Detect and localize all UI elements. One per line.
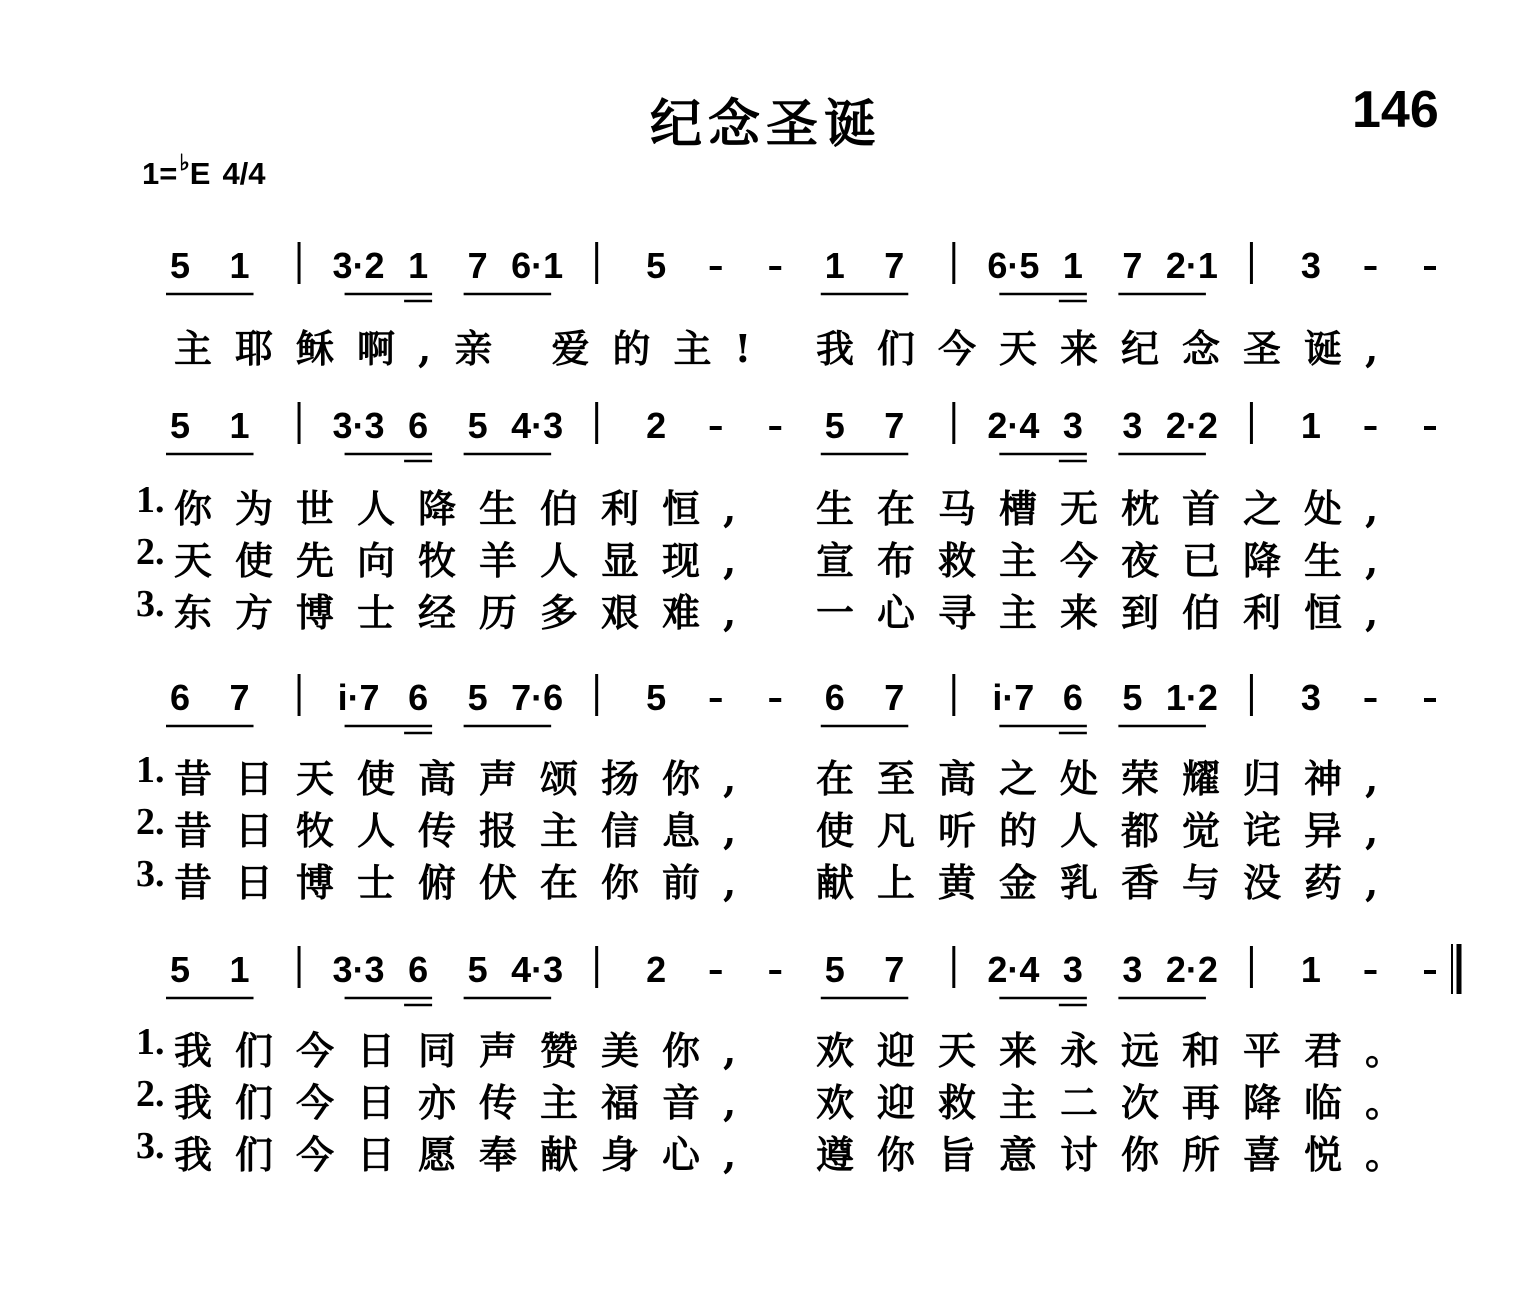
- lyric-line-verse: [130, 478, 1430, 531]
- note-digit: 3: [1122, 405, 1143, 446]
- verse-number: 3.: [136, 1125, 165, 1167]
- note-digit: 5: [467, 677, 488, 718]
- note-digit: 7: [884, 677, 905, 718]
- verse-number: 2.: [136, 1073, 165, 1115]
- lyric-line-verse: [130, 748, 1430, 801]
- dash-mark: [1424, 426, 1436, 430]
- note-digit: 1: [824, 245, 845, 286]
- lyric-line-verse: [130, 530, 1430, 583]
- dash-mark: [1364, 266, 1376, 270]
- dash-mark: [769, 698, 781, 702]
- note-digit: 7: [884, 405, 905, 446]
- notation-svg: [0, 944, 1532, 1014]
- note-digit: 3: [1062, 405, 1083, 446]
- verse-number: 3.: [136, 583, 165, 625]
- dash-mark: [769, 266, 781, 270]
- dash-mark: [1364, 426, 1376, 430]
- lyric-text-a: 我们今日愿奉献身心,: [174, 1132, 760, 1177]
- note-digit: 5: [1122, 677, 1143, 718]
- stave-2: [0, 400, 1532, 460]
- verse-number: 1.: [136, 749, 165, 791]
- lyric-line-verse: [130, 1124, 1430, 1177]
- note-digit: 5: [824, 949, 845, 990]
- note-digit: 1: [229, 949, 250, 990]
- note-digit: 3·3: [332, 405, 385, 446]
- stave-3: [0, 672, 1532, 732]
- notation-svg: [0, 400, 1532, 470]
- note-digit: i·7: [992, 677, 1035, 718]
- note-digit: 6: [408, 405, 429, 446]
- note-digit: 6·1: [511, 245, 564, 286]
- lyric-text-a: 昔日天使高声颂扬你,: [174, 756, 760, 801]
- note-digit: 1: [408, 245, 429, 286]
- note-digit: 7: [229, 677, 250, 718]
- lyric-text-a: 主耶稣啊,亲 爱的主!: [174, 326, 775, 371]
- note-digit: 3·2: [332, 245, 385, 286]
- lyric-line-chorus: [130, 318, 1430, 371]
- note-digit: 4·3: [511, 405, 564, 446]
- note-digit: 5: [169, 405, 191, 446]
- hymn-number: 146: [1352, 81, 1439, 139]
- lyric-text-a: 你为世人降生伯利恒,: [174, 486, 760, 531]
- time-signature: 4/4: [222, 156, 266, 191]
- note-digit: 7: [884, 949, 905, 990]
- verse-number: 2.: [136, 531, 165, 573]
- note-digit: 3: [1300, 245, 1321, 286]
- notation-svg: [0, 240, 1532, 310]
- note-digit: 5: [646, 677, 667, 718]
- note-digit: 2·4: [987, 949, 1040, 990]
- notation-svg: [0, 672, 1532, 742]
- dash-mark: [1424, 698, 1436, 702]
- lyric-text-b: 欢迎救主二次再降临。: [816, 1080, 1427, 1125]
- stave-4: [0, 944, 1532, 1004]
- note-digit: 4·3: [511, 949, 564, 990]
- note-digit: 2·4: [987, 405, 1040, 446]
- note-digit: 5: [824, 405, 845, 446]
- lyric-text-b: 在至高之处荣耀归神,: [816, 756, 1402, 801]
- lyric-line-verse: [130, 800, 1430, 853]
- dash-mark: [1424, 970, 1436, 974]
- note-digit: 6: [408, 949, 429, 990]
- lyric-text-b: 一心寻主来到伯利恒,: [816, 590, 1402, 635]
- verse-number: 1.: [136, 1021, 165, 1063]
- note-digit: 3·3: [332, 949, 385, 990]
- dash-mark: [710, 426, 722, 430]
- note-digit: 6: [169, 677, 191, 718]
- lyric-line-verse: [130, 852, 1430, 905]
- note-digit: 5: [467, 405, 488, 446]
- note-digit: 6: [824, 677, 845, 718]
- note-digit: 1·2: [1165, 677, 1218, 718]
- key-note: E: [189, 156, 211, 191]
- dash-mark: [710, 970, 722, 974]
- note-digit: 2·1: [1165, 245, 1218, 286]
- note-digit: 3: [1300, 677, 1321, 718]
- lyric-text-b: 生在马槽无枕首之处,: [816, 486, 1402, 531]
- note-digit: i·7: [337, 677, 380, 718]
- verse-number: 2.: [136, 801, 165, 843]
- stave-1: [0, 240, 1532, 300]
- hymn-title: 纪念圣诞: [650, 95, 883, 155]
- note-digit: 7: [884, 245, 905, 286]
- dash-mark: [769, 970, 781, 974]
- lyric-text-a: 昔日牧人传报主信息,: [174, 808, 760, 853]
- dash-mark: [710, 266, 722, 270]
- dash-mark: [1424, 266, 1436, 270]
- note-digit: 7: [1122, 245, 1143, 286]
- note-digit: 1: [1062, 245, 1083, 286]
- note-digit: 7·6: [511, 677, 564, 718]
- verse-number: 3.: [136, 853, 165, 895]
- verse-number: 1.: [136, 479, 165, 521]
- note-digit: 5: [646, 245, 667, 286]
- note-digit: 3: [1122, 949, 1143, 990]
- note-digit: 7: [467, 245, 488, 286]
- lyric-text-b: 我们今天来纪念圣诞,: [816, 326, 1402, 371]
- note-digit: 6: [1062, 677, 1083, 718]
- note-digit: 1: [1300, 405, 1321, 446]
- lyric-text-b: 遵你旨意讨你所喜悦。: [816, 1132, 1427, 1177]
- note-digit: 2·2: [1165, 949, 1218, 990]
- note-digit: 3: [1062, 949, 1083, 990]
- lyric-text-a: 我们今日亦传主福音,: [174, 1080, 760, 1125]
- lyric-text-b: 宣布救主今夜已降生,: [816, 538, 1402, 583]
- note-digit: 6: [408, 677, 429, 718]
- lyric-line-verse: [130, 1072, 1430, 1125]
- dash-mark: [710, 698, 722, 702]
- note-digit: 2·2: [1165, 405, 1218, 446]
- note-digit: 5: [169, 949, 191, 990]
- note-digit: 2: [646, 405, 667, 446]
- lyric-text-a: 昔日博士俯伏在你前,: [174, 860, 760, 905]
- lyric-text-b: 欢迎天来永远和平君。: [816, 1028, 1427, 1073]
- lyric-text-a: 东方博士经历多艰难,: [174, 590, 760, 635]
- note-digit: 2: [646, 949, 667, 990]
- lyric-line-verse: [130, 582, 1430, 635]
- dash-mark: [1364, 698, 1376, 702]
- note-digit: 5: [169, 245, 191, 286]
- lyric-text-b: 献上黄金乳香与没药,: [816, 860, 1402, 905]
- lyric-text-a: 天使先向牧羊人显现,: [174, 538, 760, 583]
- lyric-line-verse: [130, 1020, 1430, 1073]
- dash-mark: [769, 426, 781, 430]
- key-prefix: 1=: [142, 156, 178, 191]
- note-digit: 1: [229, 405, 250, 446]
- dash-mark: [1364, 970, 1376, 974]
- key-signature: [142, 150, 266, 192]
- flat-sign: ♭: [179, 150, 190, 175]
- lyric-text-b: 使凡听的人都觉诧异,: [816, 808, 1402, 853]
- note-digit: 5: [467, 949, 488, 990]
- note-digit: 1: [1300, 949, 1321, 990]
- lyric-text-a: 我们今日同声赞美你,: [174, 1028, 760, 1073]
- note-digit: 1: [229, 245, 250, 286]
- note-digit: 6·5: [987, 245, 1040, 286]
